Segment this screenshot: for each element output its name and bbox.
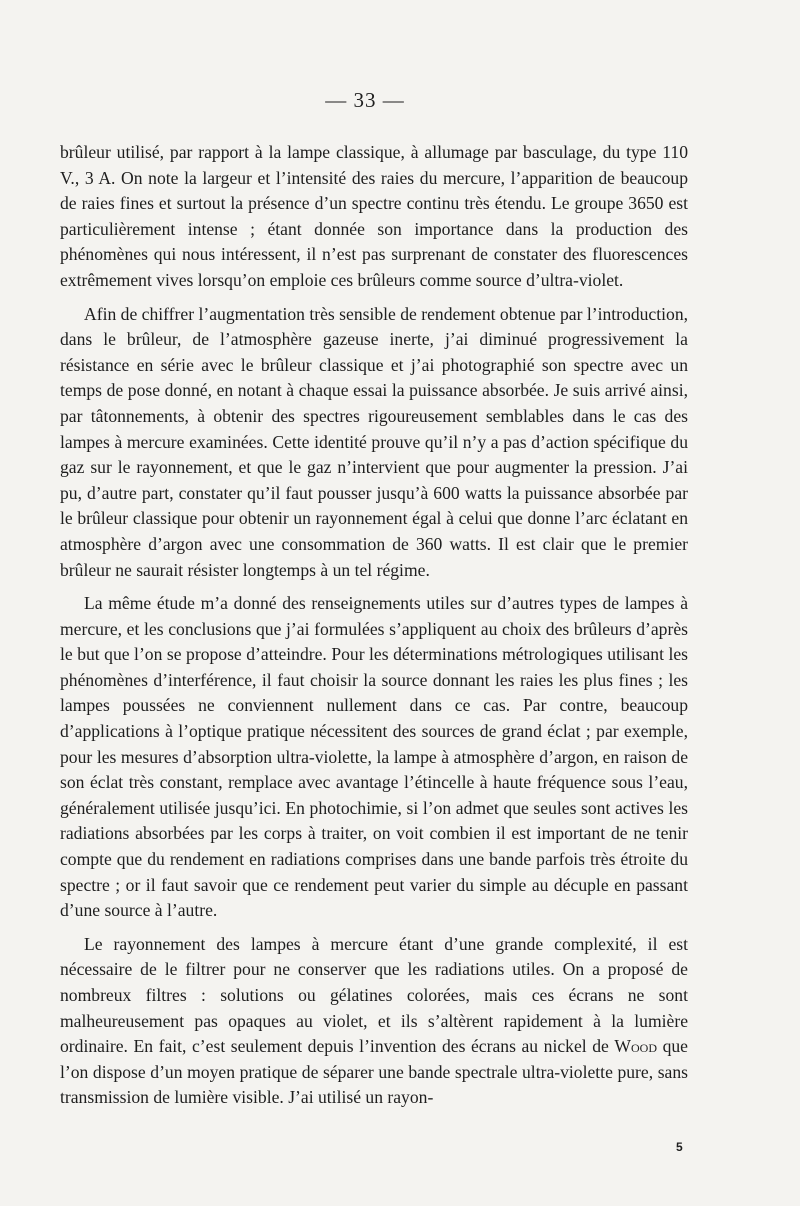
body-text	[60, 140, 688, 1111]
paragraph-argon-atmosphere: Afin de chiffrer l’augmentation très sensible de rendement obtenue par l’introduction, dans le brûleur, de l’atmosphère gazeuse inerte, j’ai diminué progressivement la résistance en série avec le brûleur classique et j’ai photographié son spectre avec un temps de pose donné, en notant à chaque essai la puissance absorbée. Je suis arrivé ainsi, par tâtonnements, à obtenir des spectres rigoureusement semblables dans le cas des lampes à mercure examinées. Cette identité prouve qu’il n’y a pas d’action spécifique du gaz sur le rayonnement, et que le gaz n’intervient que pour augmenter la pression. J’ai pu, d’autre part, constater qu’il faut pousser jusqu’à 600 watts la puissance absorbée par le brûleur classique pour obtenir un rayonnement égal à celui que donne l’arc éclatant en atmosphère d’argon avec une consommation de 360 watts. Il est clair que le premier brûleur ne saurait résister longtemps à un tel régime.	[60, 303, 689, 580]
paragraph-filters-text-after: que l’on dispose d’un moyen pratique de séparer une bande spectrale ultra-violette pure, sans transmission de lumière visible. J’ai utilisé un rayon-	[60, 1036, 688, 1108]
author-name-wood: Wood	[614, 1036, 658, 1057]
paragraph-continuation: brûleur utilisé, par rapport à la lampe classique, à allumage par basculage, du type 110 V., 3 A. On note la largeur et l’intensité des raies du mercure, l’apparition de beaucoup de raies fines et surtout la présence d’un spectre continu très étendu. Le groupe 3650 est particulièrement intense ; étant donnée son importance dans la production des phénomènes qui nous intéressent, il n’est pas surprenant de constater des fluorescences extrêmement vives lorsqu’on emploie ces brûleurs comme source d’ultra-violet.	[60, 142, 688, 290]
paragraph-mercury-lamps: La même étude m’a donné des renseignements utiles sur d’autres types de lampes à mercure, et les conclusions que j’ai formulées s’appliquent au choix des brûleurs d’après le but que l’on se propose d’atteindre. Pour les déterminations métrologiques utilisant les phénomènes d’interférence, il faut choisir la source donnant les raies les plus fines ; les lampes poussées ne conviennent nullement dans ce cas. Par contre, beaucoup d’applications à l’optique pratique nécessitent des sources de grand éclat ; par exemple, pour les mesures d’absorption ultra-violette, la lampe à atmosphère d’argon, en raison de son éclat très constant, remplace avec avantage l’étincelle à haute fréquence sous l’eau, généralement utilisée jusqu’ici. En photochimie, si l’on admet que seules sont actives les radiations absorbées par les corps à traiter, on voit combien il est important de ne tenir compte que du rendement en radiations comprises dans une bande parfois très étroite du spectre ; or il faut savoir que ce rendement peut varier du simple au décuple en passant d’une source à l’autre.	[60, 593, 688, 921]
paragraph-filters	[60, 932, 688, 1111]
signature-mark: 5	[676, 1140, 683, 1154]
page-number: — 33 —	[325, 88, 405, 112]
paragraph-filters-text-before: Le rayonnement des lampes à mercure étant d’une grande complexité, il est nécessaire de le filtrer pour ne conserver que les radiations utiles. On a proposé de nombreux filtres : solutions ou gélatines colorées, mais ces écrans ne sont malheureusement pas opaques au violet, et ils s’altèrent rapidement à la lumière ordinaire. En fait, c’est seulement depuis l’invention des écrans au nickel de	[60, 933, 688, 1057]
